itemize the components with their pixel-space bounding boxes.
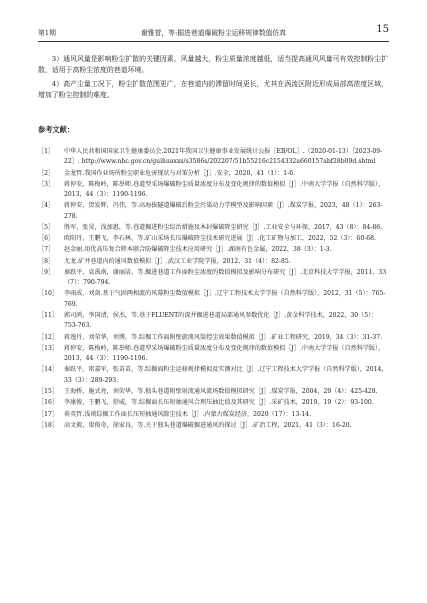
reference-text: 蒋仲安，陈梅岭，陈举师.巷道型采场爆破粉尘质量浓度分布及变化规律的数值模拟［J］.中南大学学报（自然科学版），2013，44（3）：1190-1196. (64, 344, 385, 363)
reference-number: ［2］ (38, 169, 55, 177)
reference-number: ［11］ (38, 312, 58, 320)
reference-text: 尤龙.矿井巷道内的通风数值模拟［J］.武汉工业学院学报，2012，31（4）：82-85. (64, 257, 291, 265)
conclusion-item-3: 3）通风风量是影响粉尘扩散的关键因素，风量越大，粉尘质量浓度越低，适当提高通风风量可有效控制粉尘扩散，适用于高粉尘浓度的巷道环境。 (38, 55, 388, 74)
reference-text: 中华人民共和国国家卫生健康委员会.2021年我国卫生健康事业发展统计公报［EB/OL］.（2020-01-13）［2023-09-22］. http://www.nhc.gov.cn/guihuaxxs/s3586s/202207/51b55216c2154332a660157abf28b09d.shtml (64, 148, 383, 166)
reference-number: ［13］ (38, 344, 58, 352)
reference-text: 秦跃平，雷嘉军，张苗苗，等.综掘面粉尘运移规律模拟及实测对比［J］.辽宁工程技术大学学报（自然科学版），2014，33（3）：289-293. (64, 366, 388, 384)
reference-item (38, 387, 388, 397)
reference-number: ［5］ (38, 224, 55, 232)
reference-number: ［6］ (38, 235, 55, 243)
reference-item (38, 180, 388, 201)
reference-text: 蒋仲安，贺发辉，冯伟，等.高海拔隧道爆破后粉尘污染动力学模型及影响因素［J］.煤炭学报，2023，48（1）：263-278. (64, 202, 383, 220)
reference-text: 蒋仲安，陈梅岭，陈举师.巷道型采场爆破粉尘质量浓度分布及变化规律的数值模拟［J］.中南大学学报（自然科学版），2013，44（3）：1190-1196. (64, 180, 385, 199)
reference-item (38, 234, 388, 244)
reference-number: ［17］ (38, 410, 58, 418)
reference-number: ［12］ (38, 333, 58, 341)
running-title: 谢雅菅，等:掘进巷道爆破粉尘运移规律数值仿真 (140, 29, 287, 37)
reference-item (38, 257, 388, 267)
references-heading: 参考文献： (38, 125, 74, 134)
reference-number: ［3］ (38, 180, 55, 188)
reference-text: 胜军，张昊，浅加惠，等.巷道掘进粉尘综治措施及本封爆破降尘研究［J］.工业安全与环保，2017，43（8）：84-86. (64, 224, 383, 232)
reference-text: 郭司鸿，李国清，侯杰，等.基于FLUENT的深井掘进巷道局部通风参数优化［J］.黄金科学技术，2022，30（5）：753-763. (64, 312, 378, 330)
reference-number: ［14］ (38, 366, 58, 374)
reference-number: ［18］ (38, 421, 58, 429)
reference-text: 李康俊，王鹏飞，舒威，等.综掘面长压短抽通风合理压抽比值及其研究［J］.采矿技术，2019，19（2）：93-100. (64, 399, 374, 407)
reference-number: ［16］ (38, 399, 58, 407)
reference-text: 蒋逸丹，刘荣华，刘博，等.综掘工作面附壁旋流风筒控尘效果数值模拟［J］.矿业工程研究，2019，34（3）：31-37. (64, 333, 383, 341)
reference-number: ［15］ (38, 388, 58, 396)
reference-text: 赵金丽.用优高压复合降本联合防爆破降尘技术应用研究［J］.湖南有色金属，2022，38（3）：1-3. (64, 246, 332, 254)
page-number: 15 (376, 24, 389, 35)
reference-number: ［8］ (38, 257, 55, 265)
reference-item (38, 147, 388, 168)
reference-text: 李雨成，刘剑.基于气固两相流的风幕粉尘数值模拟［J］.辽宁工程技术大学学报（自然科学版），2012，31（5）：765-769. (64, 290, 386, 308)
reference-item (38, 311, 388, 332)
conclusion-item-4: 4）高产尘量工况下，粉尘扩散范围更广，在巷道内的滞留时间更长，尤其在涡流区附近形成局部高浓度区域，增加了粉尘控制的难度。 (38, 80, 388, 99)
reference-item (38, 289, 388, 310)
reference-text: 高文毅，梁俊奇，徐家良，等.关于独头巷道爆破掘进通风的探讨［J］.矿冶工程，2021，41（3）：16-20. (64, 421, 352, 429)
reference-number: ［4］ (38, 202, 55, 210)
running-header (38, 24, 389, 42)
reference-item (38, 365, 388, 386)
reference-item (38, 223, 388, 233)
reference-item (38, 421, 388, 431)
reference-text: 王海桥，施式亮，刘荣华，等.独头巷道附壁射流通风流场数值模拟研究［J］.煤炭学报，2004，29（4）：425-428. (64, 388, 378, 396)
reference-text: 秦跃平，袁禹南，谢丽洁，等.掘进巷道工作面粉尘浓度的数值模拟及影响分布研究［J］.北京科技大学学报，2011，33（7）：790-794. (64, 268, 387, 287)
reference-item (38, 398, 388, 408)
page-body (38, 54, 388, 432)
reference-text: 欧阳丹，王鹏飞，李石林，等.矿山采场长压爆破降尘技术研究进展［J］.化工矿物与加工，2022，52（3）：60-68. (64, 235, 376, 243)
reference-number: ［9］ (38, 268, 55, 276)
reference-list (38, 147, 388, 431)
reference-item (38, 268, 388, 289)
reference-item (38, 169, 388, 179)
reference-item (38, 201, 388, 222)
reference-text: 金龙哲.我国作业场所粉尘职业危害现状与对策分析［J］.安全，2020，41（1）：1-6. (64, 169, 296, 177)
reference-number: ［10］ (38, 290, 58, 298)
reference-number: ［1］ (38, 148, 55, 155)
reference-item (38, 344, 388, 365)
reference-text: 荷英哲.浅谈综掘工作面长压短抽通风除尘技术［J］.内蒙古煤炭经济，2020（17）：13-14. (64, 410, 312, 418)
reference-item (38, 333, 388, 343)
reference-number: ［7］ (38, 246, 55, 254)
reference-item (38, 245, 388, 255)
issue-label: 第1期 (38, 29, 56, 37)
reference-item (38, 410, 388, 420)
